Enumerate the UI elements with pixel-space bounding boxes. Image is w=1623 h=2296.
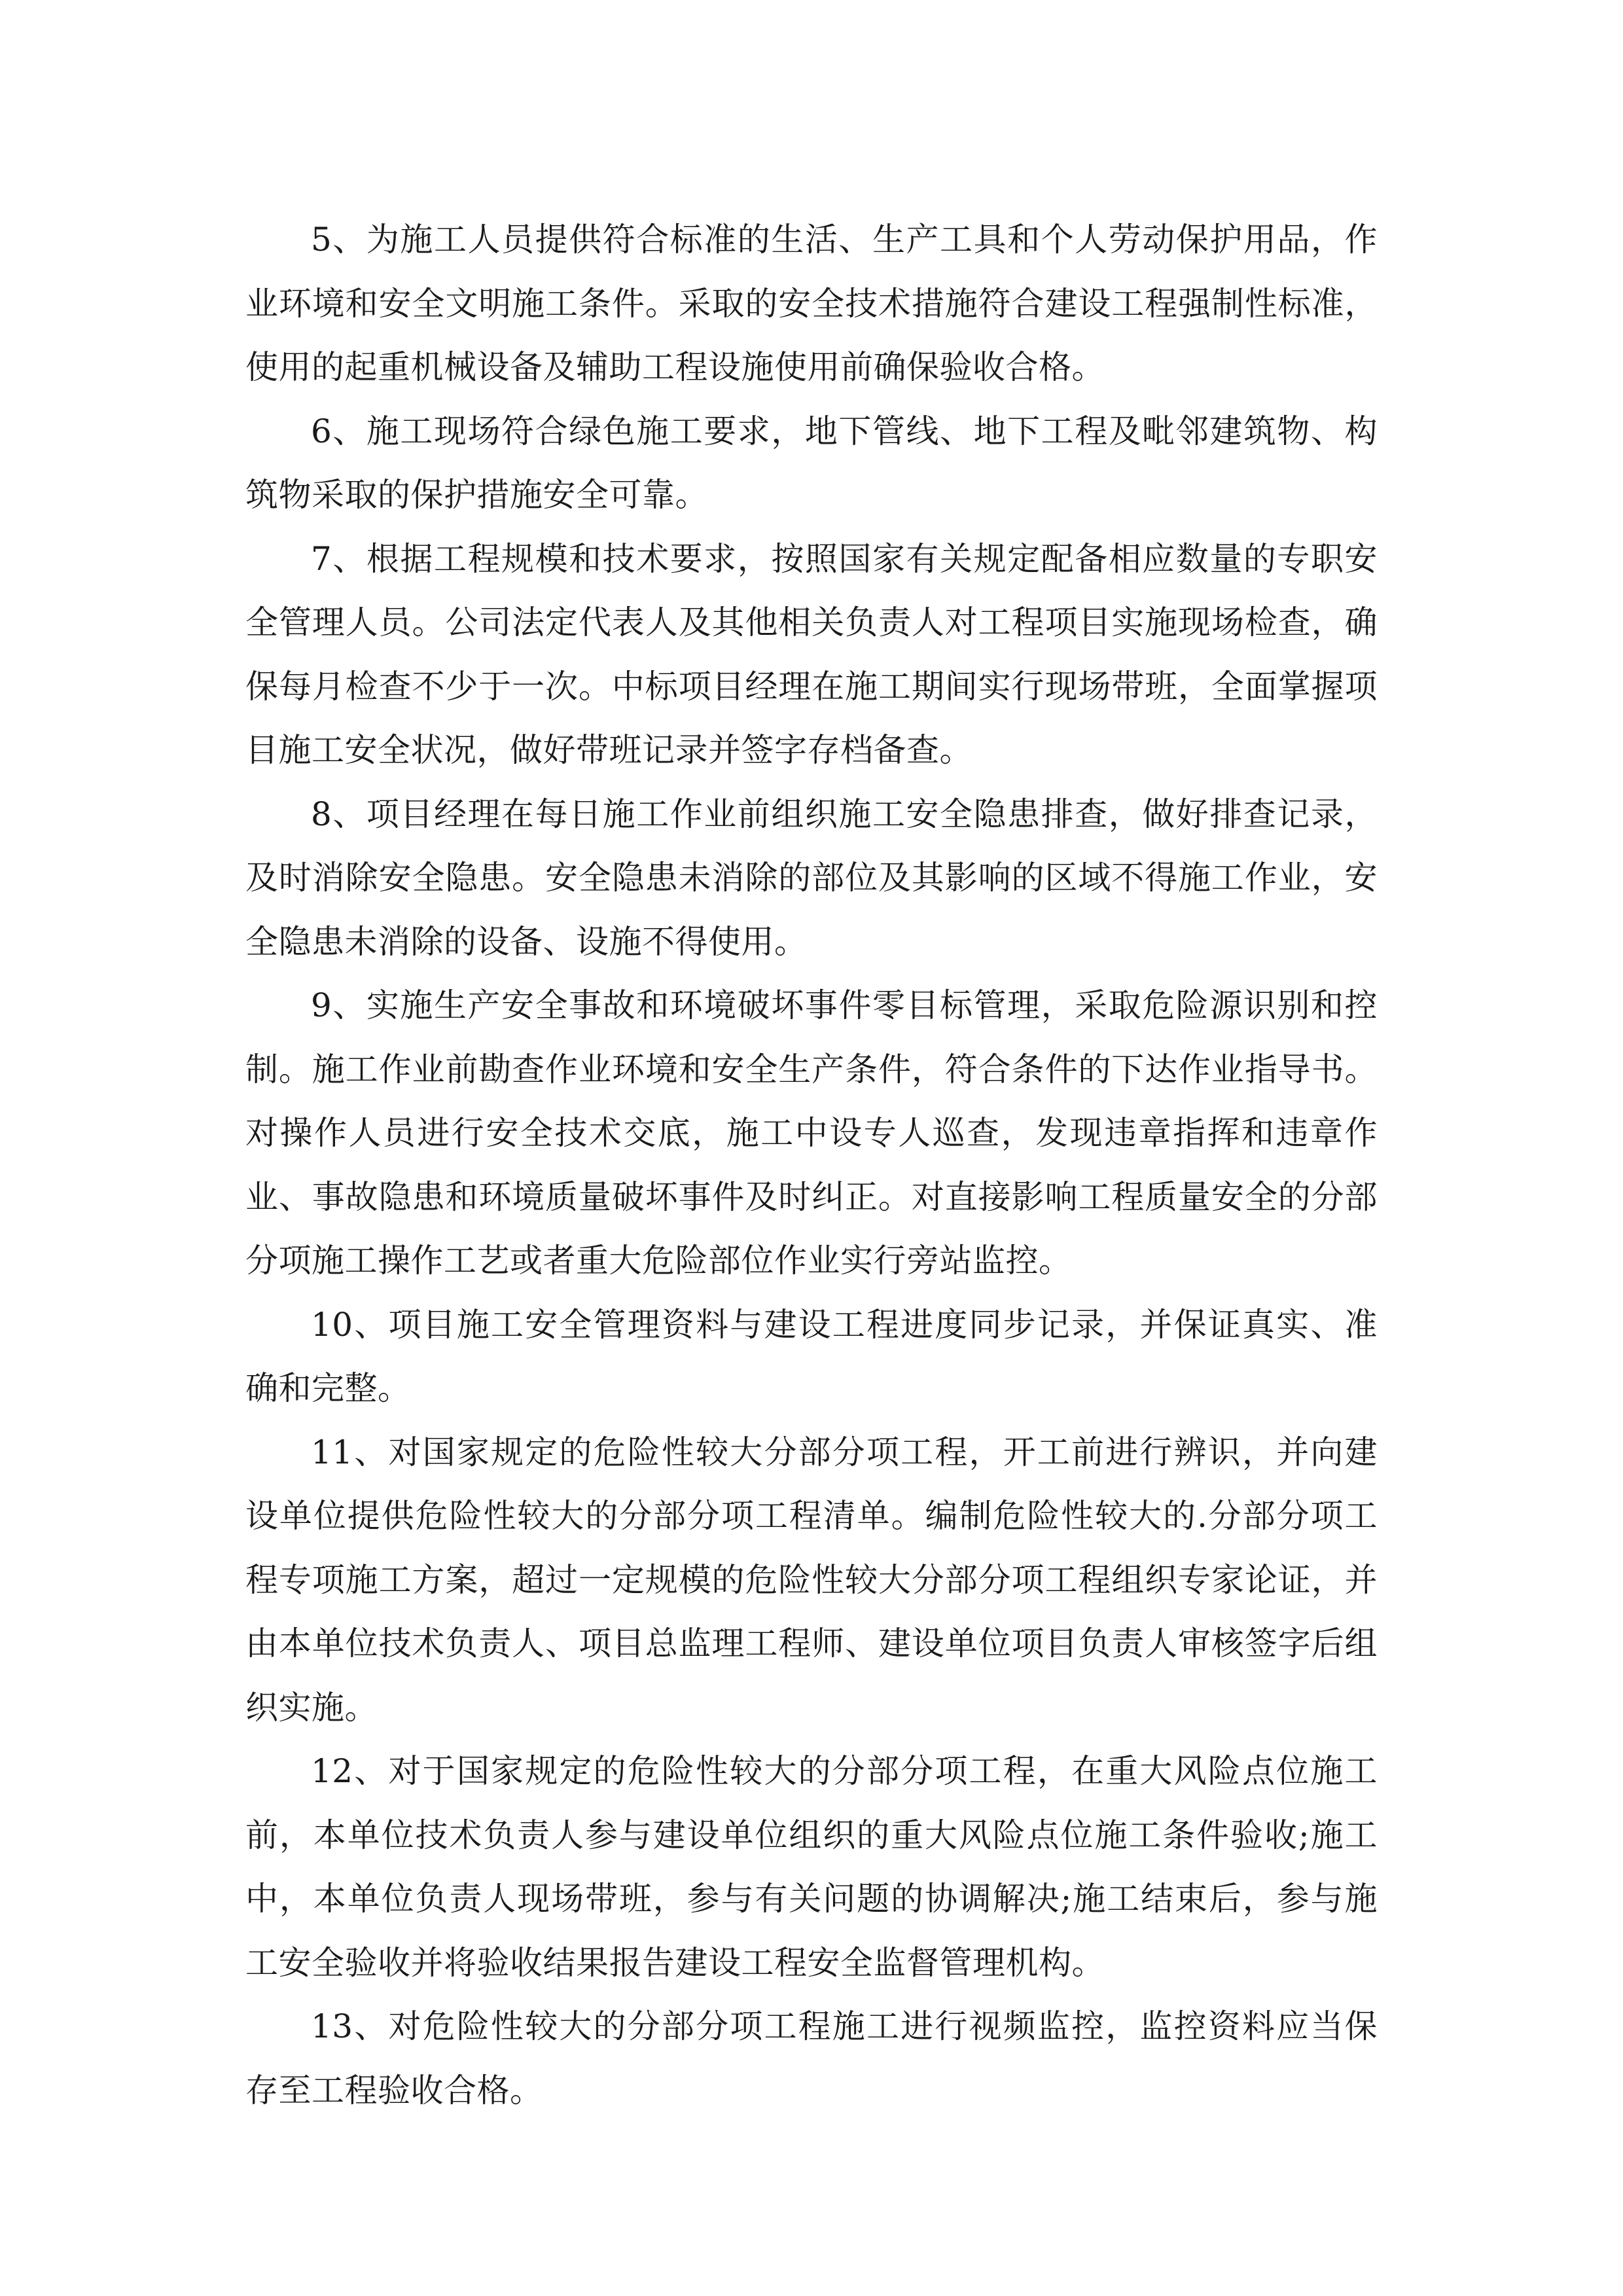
paragraph-item-7: 7、根据工程规模和技术要求，按照国家有关规定配备相应数量的专职安全管理人员。公司法定代表人及其他相关负责人对工程项目实施现场检查，确保每月检查不少于一次。中标项目经理在施工期间实行现场带班，全面掌握项目施工安全状况，做好带班记录并签字存档备查。: [245, 539, 1378, 769]
paragraph-item-8: 8、项目经理在每日施工作业前组织施工安全隐患排查，做好排查记录，及时消除安全隐患。安全隐患未消除的部位及其影响的区域不得施工作业，安全隐患未消除的设备、设施不得使用。: [245, 795, 1378, 961]
paragraph-item-13: 13、对危险性较大的分部分项工程施工进行视频监控，监控资料应当保存至工程验收合格。: [245, 2007, 1378, 2109]
document-body: [245, 208, 1378, 2123]
paragraph-item-10: 10、项目施工安全管理资料与建设工程进度同步记录，并保证真实、准确和完整。: [245, 1305, 1378, 1407]
paragraph-item-6: 6、施工现场符合绿色施工要求，地下管线、地下工程及毗邻建筑物、构筑物采取的保护措施安全可靠。: [245, 412, 1378, 514]
paragraph-item-5: 5、为施工人员提供符合标准的生活、生产工具和个人劳动保护用品，作业环境和安全文明施工条件。采取的安全技术措施符合建设工程强制性标准，使用的起重机械设备及辅助工程设施使用前确保验收合格。: [245, 221, 1378, 386]
paragraph-item-11: 11、对国家规定的危险性较大分部分项工程，开工前进行辨识，并向建设单位提供危险性较大的分部分项工程清单。编制危险性较大的.分部分项工程专项施工方案，超过一定规模的危险性较大分部分项工程组织专家论证，并由本单位技术负责人、项目总监理工程师、建设单位项目负责人审核签字后组织实施。: [245, 1433, 1378, 1727]
paragraph-item-12: 12、对于国家规定的危险性较大的分部分项工程，在重大风险点位施工前，本单位技术负责人参与建设单位组织的重大风险点位施工条件验收;施工中，本单位负责人现场带班，参与有关问题的协调解决;施工结束后，参与施工安全验收并将验收结果报告建设工程安全监督管理机构。: [245, 1752, 1378, 1982]
paragraph-item-9: 9、实施生产安全事故和环境破坏事件零目标管理，采取危险源识别和控制。施工作业前勘查作业环境和安全生产条件，符合条件的下达作业指导书。对操作人员进行安全技术交底，施工中设专人巡查，发现违章指挥和违章作业、事故隐患和环境质量破坏事件及时纠正。对直接影响工程质量安全的分部分项施工操作工艺或者重大危险部位作业实行旁站监控。: [245, 986, 1378, 1280]
